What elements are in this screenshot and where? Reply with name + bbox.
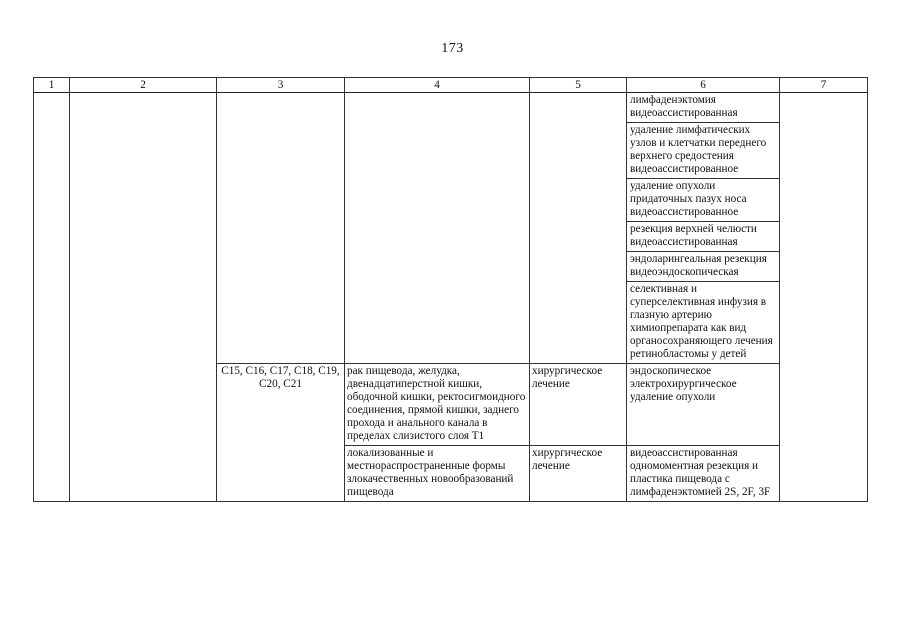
procedures-table <box>33 77 868 502</box>
col4-cell <box>345 93 530 364</box>
procedure-cell: резекция верхней челюсти видеоассистированная <box>627 222 780 252</box>
procedure-cell: эндоларингеальная резекция видеоэндоскопическая <box>627 252 780 282</box>
group-codes-cell: C15, C16, C17, C18, C19, C20, C21 <box>217 364 345 502</box>
diagnosis-cell: локализованные и местнораспространенные формы злокачественных новообразований пищевода <box>345 446 530 502</box>
header-col-1: 1 <box>34 78 70 93</box>
diagnosis-cell: рак пищевода, желудка, двенадцатиперстной кишки, ободочной кишки, ректосигмоидного соединения, прямой кишки, заднего прохода и анального канала в пределах слизистого слоя T1 <box>345 364 530 446</box>
col7-cell <box>780 93 868 502</box>
header-col-2: 2 <box>70 78 217 93</box>
page-number: 173 <box>441 41 464 56</box>
col3-cell <box>217 93 345 364</box>
procedure-cell: лимфаденэктомия видеоассистированная <box>627 93 780 123</box>
col5-cell <box>530 93 627 364</box>
header-col-6: 6 <box>627 78 780 93</box>
method-cell: эндоскопическое электрохирургическое удаление опухоли <box>627 364 780 446</box>
header-row <box>34 78 868 93</box>
treatment-cell: хирургическое лечение <box>530 446 627 502</box>
col1-cell <box>34 93 70 502</box>
header-col-3: 3 <box>217 78 345 93</box>
col2-cell <box>70 93 217 502</box>
procedure-cell: удаление опухоли придаточных пазух носа видеоассистированное <box>627 179 780 222</box>
treatment-cell: хирургическое лечение <box>530 364 627 446</box>
header-col-5: 5 <box>530 78 627 93</box>
header-col-7: 7 <box>780 78 868 93</box>
procedure-cell: удаление лимфатических узлов и клетчатки переднего верхнего средостения видеоассистированное <box>627 123 780 179</box>
method-cell: видеоассистированная одномоментная резекция и пластика пищевода с лимфаденэктомией 2S, 2F, 3F <box>627 446 780 502</box>
procedure-cell: селективная и суперселективная инфузия в глазную артерию химиопрепарата как вид органосохраняющего лечения ретинобластомы у детей <box>627 282 780 364</box>
table-row <box>34 93 868 123</box>
header-col-4: 4 <box>345 78 530 93</box>
